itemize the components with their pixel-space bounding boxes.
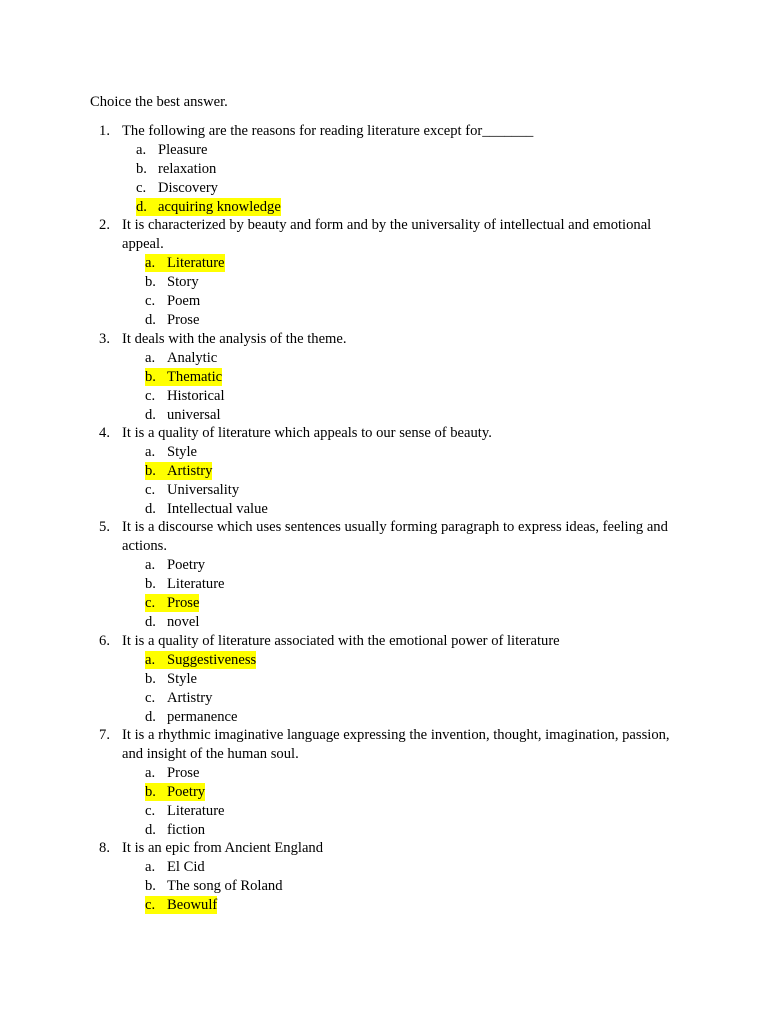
option-letter: a. <box>145 444 156 460</box>
option-letter: b. <box>145 462 156 479</box>
option-text: Thematic <box>167 368 223 385</box>
option-text: Beowulf <box>167 896 218 913</box>
option-letter: d. <box>145 613 156 630</box>
question-number: 3. <box>99 331 110 347</box>
option-letter: b. <box>145 273 156 290</box>
option-text: Style <box>167 670 197 687</box>
answer-option <box>145 858 205 876</box>
answer-option <box>145 349 217 367</box>
answer-option <box>145 406 221 424</box>
question-number: 2. <box>99 217 110 233</box>
option-text: Story <box>167 273 199 290</box>
question-text: It is characterized by beauty and form and by the universality of intellectual and emotional appeal. <box>122 217 652 252</box>
option-text: fiction <box>167 821 206 838</box>
question-number: 6. <box>99 633 110 649</box>
option-letter: d. <box>145 708 156 725</box>
option-text: Poem <box>167 292 201 309</box>
option-text: Prose <box>167 311 200 328</box>
option-letter: a. <box>145 557 156 573</box>
option-text: Historical <box>167 387 225 404</box>
option-letter: c. <box>145 387 156 404</box>
option-text: acquiring knowledge <box>158 198 281 215</box>
option-text: Discovery <box>158 179 218 196</box>
question-text: It deals with the analysis of the theme. <box>122 331 347 347</box>
answer-option <box>145 273 199 291</box>
option-letter: c. <box>145 481 156 498</box>
question-text: It is an epic from Ancient England <box>122 840 324 856</box>
option-text: Universality <box>167 481 240 498</box>
answer-option <box>145 443 197 461</box>
answer-option <box>145 387 225 405</box>
option-letter: c. <box>145 896 156 913</box>
answer-option <box>136 141 207 159</box>
option-letter: b. <box>136 160 147 177</box>
option-text: novel <box>167 613 200 630</box>
option-text: Poetry <box>167 783 206 800</box>
answer-option-highlighted <box>145 783 205 801</box>
question-text: It is a rhythmic imaginative language expressing the invention, thought, imagination, passion, and insight of the human soul. <box>122 727 670 762</box>
option-letter: a. <box>145 350 156 366</box>
option-text: Intellectual value <box>167 500 268 517</box>
option-text: Pleasure <box>158 142 208 158</box>
answer-option-highlighted <box>145 594 199 612</box>
option-letter: d. <box>145 311 156 328</box>
option-text: relaxation <box>158 160 217 177</box>
answer-option <box>145 689 212 707</box>
option-letter: c. <box>145 594 156 611</box>
question-text: It is a discourse which uses sentences usually forming paragraph to express ideas, feeling and actions. <box>122 519 668 554</box>
answer-option <box>145 670 197 688</box>
answer-option <box>145 481 239 499</box>
option-text: Artistry <box>167 462 213 479</box>
option-letter: a. <box>145 859 156 875</box>
option-text: Prose <box>167 594 200 611</box>
option-letter: b. <box>145 368 156 385</box>
option-letter: b. <box>145 670 156 687</box>
option-letter: c. <box>145 292 156 309</box>
answer-option <box>145 802 225 820</box>
answer-option <box>145 764 199 782</box>
answer-option <box>136 179 218 197</box>
option-letter: c. <box>145 802 156 819</box>
answer-option <box>145 292 200 310</box>
instruction-text: Choice the best answer. <box>90 94 228 110</box>
answer-option <box>145 311 199 329</box>
option-letter: b. <box>145 783 156 800</box>
answer-option-highlighted <box>136 198 281 216</box>
option-letter: c. <box>136 179 147 196</box>
answer-option <box>145 500 268 518</box>
answer-option <box>145 877 283 895</box>
option-text: Style <box>167 444 197 460</box>
answer-option-highlighted <box>145 896 217 914</box>
option-text: Literature <box>167 255 225 271</box>
question-number: 4. <box>99 425 110 441</box>
answer-option <box>145 575 225 593</box>
option-letter: d. <box>145 406 156 423</box>
option-letter: d. <box>145 821 156 838</box>
option-letter: c. <box>145 689 156 706</box>
option-text: Suggestiveness <box>167 652 257 668</box>
option-letter: b. <box>145 575 156 592</box>
question-number: 7. <box>99 727 110 743</box>
answer-option <box>145 613 199 631</box>
answer-option-highlighted <box>145 462 212 480</box>
option-letter: a. <box>136 142 147 158</box>
option-text: The song of Roland <box>167 877 283 894</box>
option-text: Prose <box>167 765 200 781</box>
question-number: 5. <box>99 519 110 535</box>
answer-option <box>136 160 216 178</box>
option-text: Poetry <box>167 557 206 573</box>
option-text: Artistry <box>167 689 213 706</box>
option-text: Analytic <box>167 350 218 366</box>
answer-option <box>145 556 205 574</box>
question-text: It is a quality of literature associated with the emotional power of literature <box>122 633 560 649</box>
option-letter: a. <box>145 765 156 781</box>
option-text: Literature <box>167 802 225 819</box>
answer-option <box>145 708 238 726</box>
option-letter: d. <box>145 500 156 517</box>
answer-option-highlighted <box>145 651 256 669</box>
answer-option-highlighted <box>145 368 222 386</box>
option-text: El Cid <box>167 859 205 875</box>
answer-option <box>145 821 205 839</box>
option-text: Literature <box>167 575 225 592</box>
question-number: 1. <box>99 123 110 139</box>
option-letter: a. <box>145 255 156 271</box>
option-text: permanence <box>167 708 238 725</box>
option-letter: d. <box>136 198 147 215</box>
answer-option-highlighted <box>145 254 225 272</box>
question-text: It is a quality of literature which appeals to our sense of beauty. <box>122 425 492 441</box>
option-text: universal <box>167 406 221 423</box>
question-text: The following are the reasons for reading literature except for_______ <box>122 123 534 139</box>
option-letter: b. <box>145 877 156 894</box>
question-number: 8. <box>99 840 110 856</box>
option-letter: a. <box>145 652 156 668</box>
